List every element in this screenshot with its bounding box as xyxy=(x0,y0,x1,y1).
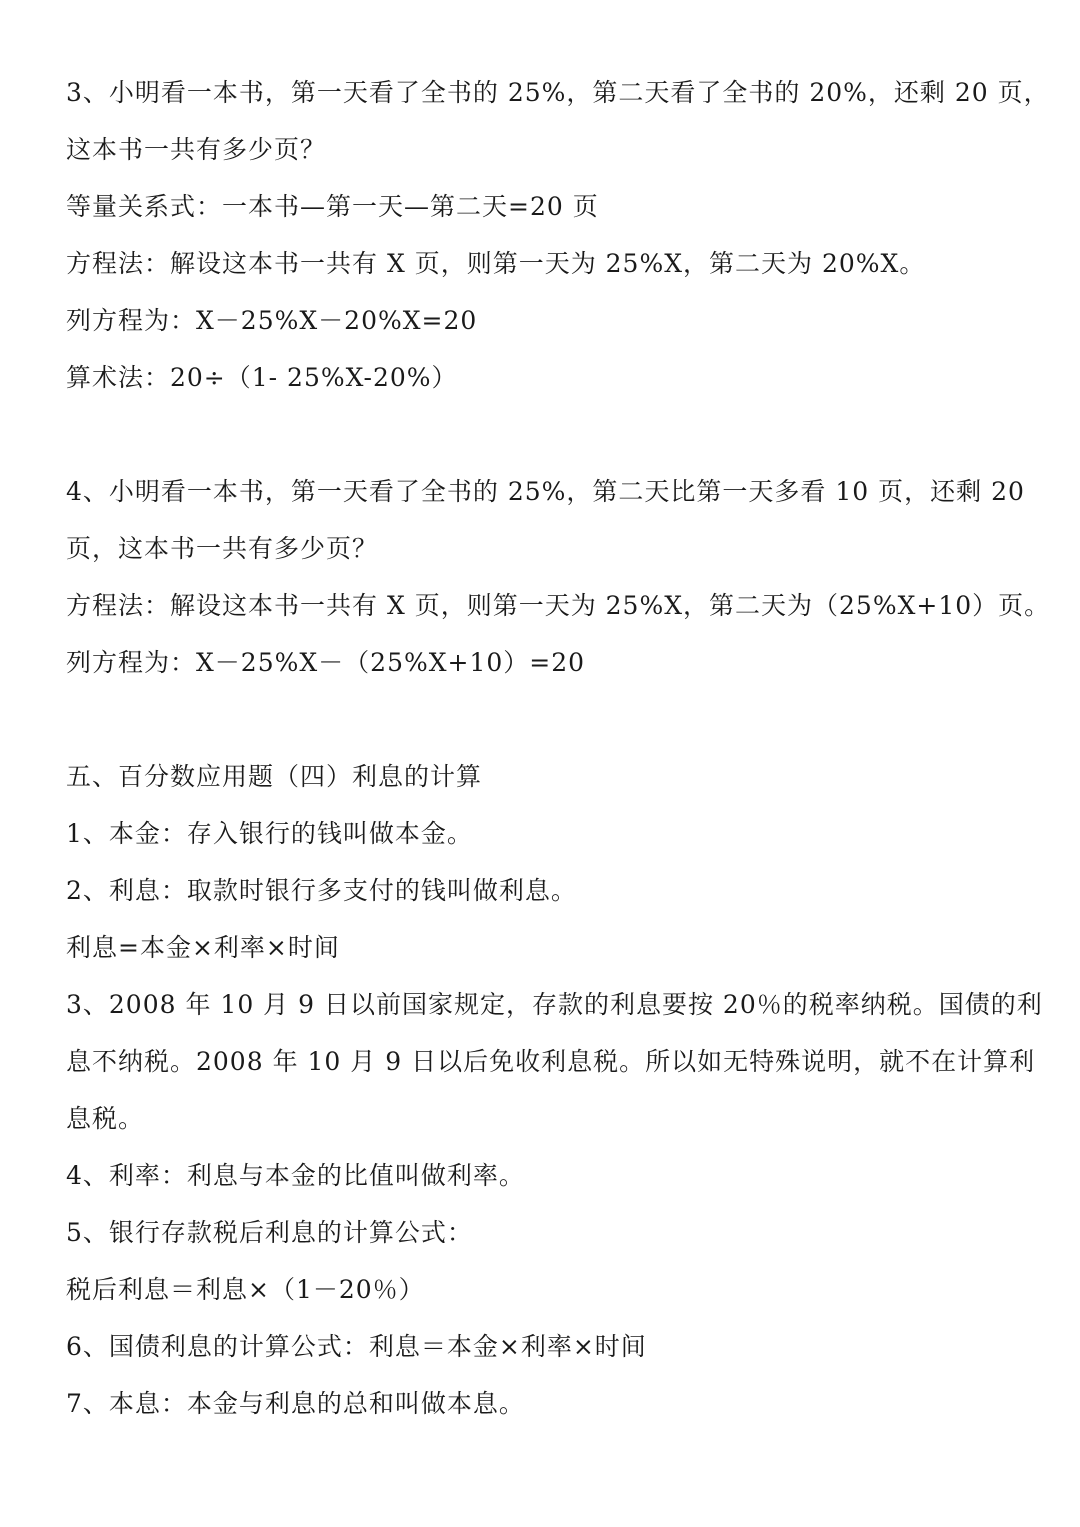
problem-4-line-2: 页，这本书一共有多少页？ xyxy=(66,534,379,563)
item-7: 7、本息：本金与利息的总和叫做本息。 xyxy=(66,1389,525,1418)
item-3-line-1: 3、2008 年 10 月 9 日以前国家规定，存款的利息要按 20％的税率纳税。国债的利 xyxy=(66,990,1043,1019)
problem-3-line-2: 这本书一共有多少页？ xyxy=(66,135,327,164)
problem-4-line-1: 4、小明看一本书，第一天看了全书的 25%，第二天比第一天多看 10 页，还剩 20 xyxy=(66,477,1025,506)
item-1: 1、本金：存入银行的钱叫做本金。 xyxy=(66,819,473,848)
after-tax-formula: 税后利息＝利息×（1－20％） xyxy=(66,1275,425,1304)
problem-3-relation: 等量关系式：一本书—第一天—第二天=20 页 xyxy=(66,192,599,221)
item-2: 2、利息：取款时银行多支付的钱叫做利息。 xyxy=(66,876,577,905)
item-3-line-2: 息不纳税。2008 年 10 月 9 日以后免收利息税。所以如无特殊说明，就不在计算利 xyxy=(66,1047,1036,1076)
problem-3-equation: 列方程为：X－25%X－20%X=20 xyxy=(66,306,478,335)
problem-3-line-1: 3、小明看一本书，第一天看了全书的 25%，第二天看了全书的 20%，还剩 20 页， xyxy=(66,78,1050,107)
interest-formula: 利息=本金×利率×时间 xyxy=(66,933,340,962)
item-4: 4、利率：利息与本金的比值叫做利率。 xyxy=(66,1161,525,1190)
item-5: 5、银行存款税后利息的计算公式： xyxy=(66,1218,473,1247)
problem-3-arithmetic: 算术法：20÷（1- 25%X-20%） xyxy=(66,363,458,392)
problem-3-equation-method: 方程法：解设这本书一共有 X 页，则第一天为 25%X，第二天为 20%X。 xyxy=(66,249,926,278)
item-6: 6、国债利息的计算公式：利息＝本金×利率×时间 xyxy=(66,1332,647,1361)
section-heading: 五、百分数应用题（四）利息的计算 xyxy=(66,762,483,791)
problem-4-equation: 列方程为：X－25%X－（25%X+10）=20 xyxy=(66,648,586,677)
item-3-line-3: 息税。 xyxy=(66,1104,145,1133)
problem-4-equation-method: 方程法：解设这本书一共有 X 页，则第一天为 25%X，第二天为（25%X+10）页。 xyxy=(66,591,1051,620)
